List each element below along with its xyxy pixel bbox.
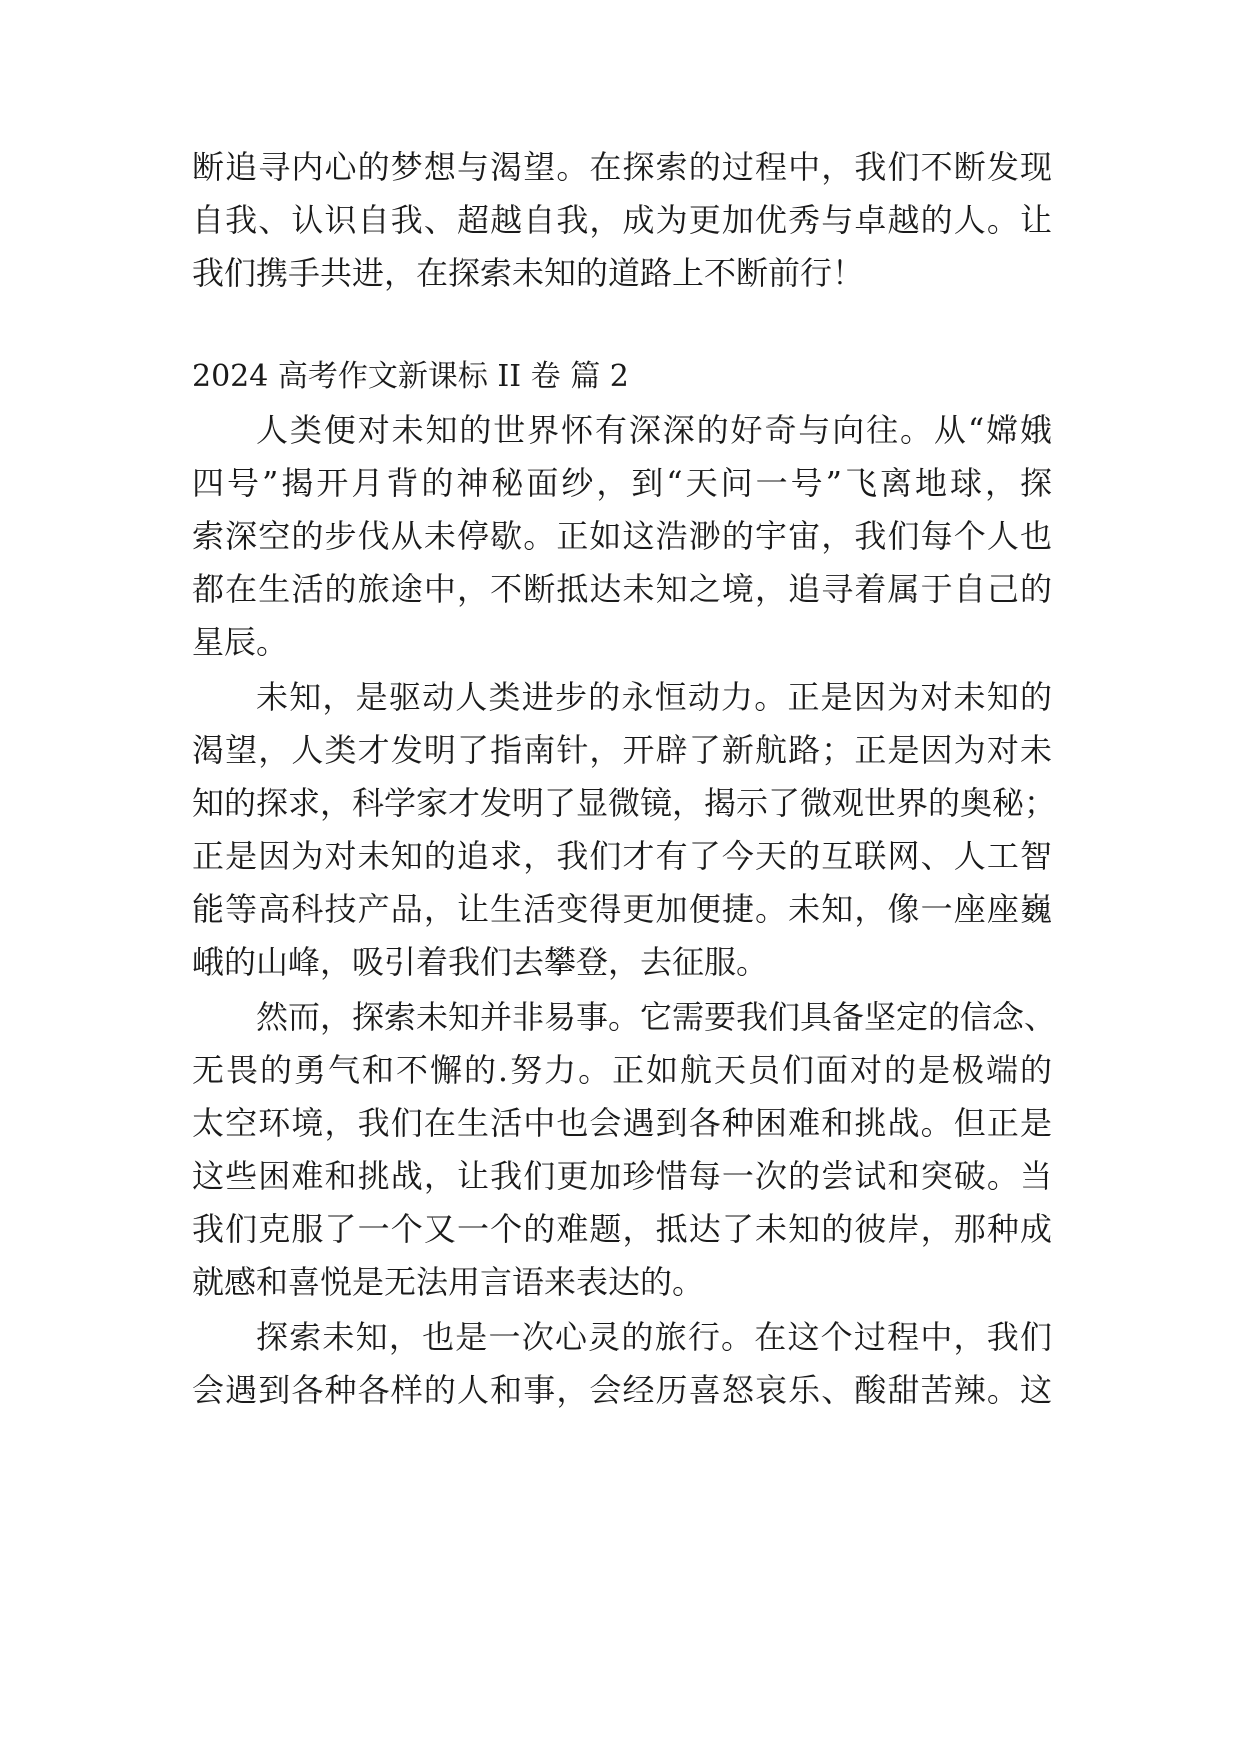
text-line: 自我、认识自我、超越自我，成为更加优秀与卓越的人。让: [192, 201, 1052, 239]
text-line: 峨的山峰，吸引着我们去攀登，去征服。: [192, 943, 769, 981]
text-line: 断追寻内心的梦想与渴望。在探索的过程中，我们不断发现: [192, 148, 1052, 186]
text-line: 未知，是驱动人类进步的永恒动力。正是因为对未知的: [256, 678, 1052, 716]
text-line: 我们携手共进，在探索未知的道路上不断前行！: [192, 254, 865, 292]
text-line: 人类便对未知的世界怀有深深的好奇与向往。从“嫦娥: [256, 411, 1052, 449]
text-line: 索深空的步伐从未停歇。正如这浩渺的宇宙，我们每个人也: [192, 517, 1052, 555]
text-line: 就感和喜悦是无法用言语来表达的。: [192, 1263, 705, 1301]
text-line: 会遇到各种各样的人和事，会经历喜怒哀乐、酸甜苦辣。这: [192, 1371, 1052, 1409]
text-line: 渴望，人类才发明了指南针，开辟了新航路；正是因为对未: [192, 731, 1052, 769]
text-line: 这些困难和挑战，让我们更加珍惜每一次的尝试和突破。当: [192, 1157, 1052, 1195]
text-line: 无畏的勇气和不懈的.努力。正如航天员们面对的是极端的: [192, 1051, 1052, 1089]
text-line: 四号”揭开月背的神秘面纱，到“天问一号”飞离地球，探: [192, 464, 1052, 502]
text-line: 知的探求，科学家才发明了显微镜，揭示了微观世界的奥秘；: [192, 784, 1057, 822]
text-line: 然而，探索未知并非易事。它需要我们具备坚定的信念、: [256, 998, 1057, 1036]
text-line: 能等高科技产品，让生活变得更加便捷。未知，像一座座巍: [192, 890, 1052, 928]
text-line: 探索未知，也是一次心灵的旅行。在这个过程中，我们: [256, 1318, 1052, 1356]
text-line: 星辰。: [192, 623, 289, 661]
section-heading: 2024 高考作文新课标 II 卷 篇 2: [192, 359, 629, 394]
text-line: 我们克服了一个又一个的难题，抵达了未知的彼岸，那种成: [192, 1210, 1052, 1248]
text-line: 正是因为对未知的追求，我们才有了今天的互联网、人工智: [192, 837, 1052, 875]
text-line: 太空环境，我们在生活中也会遇到各种困难和挑战。但正是: [192, 1104, 1052, 1142]
text-line: 都在生活的旅途中，不断抵达未知之境，追寻着属于自己的: [192, 570, 1052, 608]
